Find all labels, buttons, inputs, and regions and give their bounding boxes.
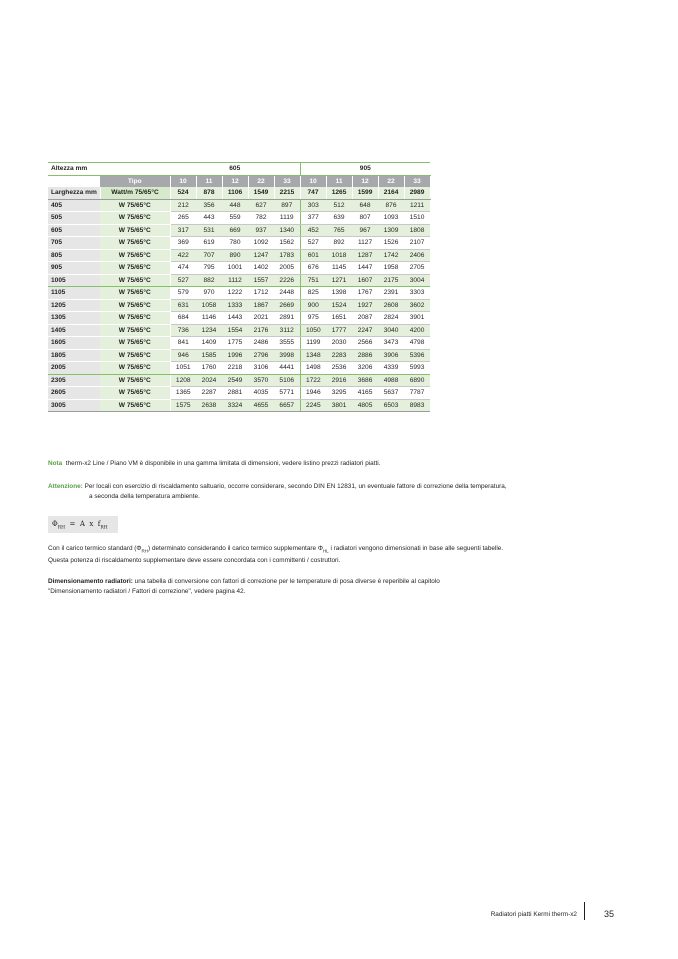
para1-sub1: RH [141, 548, 149, 554]
output-value-cell: 1712 [248, 287, 274, 300]
output-value-cell: 4165 [352, 387, 378, 400]
output-value-cell: 2024 [196, 374, 222, 387]
output-value-cell: 369 [170, 237, 196, 250]
row-width-cell: 1405 [48, 324, 100, 337]
output-value-cell: 2566 [352, 337, 378, 350]
output-value-cell: 890 [222, 249, 248, 262]
output-value-cell: 1208 [170, 374, 196, 387]
output-value-cell: 1365 [170, 387, 196, 400]
watt-per-meter-row [48, 187, 430, 199]
output-value-cell: 579 [170, 287, 196, 300]
output-value-cell: 512 [326, 199, 352, 212]
output-value-cell: 303 [300, 199, 326, 212]
row-unit-cell: W 75/65°C [100, 337, 170, 350]
output-value-cell: 1510 [404, 212, 430, 225]
output-value-cell: 780 [222, 237, 248, 250]
output-value-cell: 619 [196, 237, 222, 250]
formula-phi: Φ [52, 520, 58, 528]
output-value-cell: 1247 [248, 249, 274, 262]
output-value-cell: 807 [352, 212, 378, 225]
output-value-cell: 1058 [196, 299, 222, 312]
output-value-cell: 5396 [404, 349, 430, 362]
table-row [48, 249, 430, 262]
output-value-cell: 3801 [326, 399, 352, 412]
output-value-cell: 6890 [404, 374, 430, 387]
output-value-cell: 970 [196, 287, 222, 300]
output-value-cell: 5106 [274, 374, 300, 387]
output-value-cell: 2549 [222, 374, 248, 387]
formula-equals: = [69, 520, 76, 528]
row-width-cell: 1605 [48, 337, 100, 350]
output-value-cell: 975 [300, 312, 326, 325]
row-unit-cell: W 75/65°C [100, 362, 170, 375]
output-value-cell: 317 [170, 224, 196, 237]
output-value-cell: 3040 [378, 324, 404, 337]
table-row [48, 362, 430, 375]
output-value-cell: 1585 [196, 349, 222, 362]
output-value-cell: 2030 [326, 337, 352, 350]
output-value-cell: 2916 [326, 374, 352, 387]
output-value-cell: 1199 [300, 337, 326, 350]
output-value-cell: 4200 [404, 324, 430, 337]
output-value-cell: 4798 [404, 337, 430, 350]
para1-sub2: HL [322, 548, 329, 554]
table-row [48, 199, 430, 212]
output-value-cell: 1112 [222, 274, 248, 287]
table-row [48, 337, 430, 350]
output-value-cell: 3295 [326, 387, 352, 400]
output-value-cell: 2406 [404, 249, 430, 262]
output-value-cell: 601 [300, 249, 326, 262]
row-width-cell: 2605 [48, 387, 100, 400]
output-value-cell: 3106 [248, 362, 274, 375]
height-header-row [48, 163, 430, 176]
output-value-cell: 1767 [352, 287, 378, 300]
dimensionamento-paragraph [48, 577, 608, 597]
height-group-605: 605 [170, 163, 300, 176]
output-value-cell: 1742 [378, 249, 404, 262]
output-value-cell: 795 [196, 262, 222, 275]
output-value-cell: 900 [300, 299, 326, 312]
watt-value-cell: 1106 [222, 187, 248, 199]
row-unit-cell: W 75/65°C [100, 199, 170, 212]
watt-value-cell: 878 [196, 187, 222, 199]
output-value-cell: 1001 [222, 262, 248, 275]
row-width-cell: 605 [48, 224, 100, 237]
nota-text: therm-x2 Line / Piano VM è disponibile in una gamma limitata di dimensioni, vedere listino prezzi radiatori piatti. [65, 460, 381, 467]
output-value-cell: 4441 [274, 362, 300, 375]
larghezza-label: Larghezza mm [48, 187, 100, 199]
output-value-cell: 1409 [196, 337, 222, 350]
watt-value-cell: 524 [170, 187, 196, 199]
type-header-cell: 22 [378, 175, 404, 187]
output-value-cell: 212 [170, 199, 196, 212]
output-value-cell: 3998 [274, 349, 300, 362]
row-unit-cell: W 75/65°C [100, 399, 170, 412]
watt-value-cell: 1549 [248, 187, 274, 199]
row-unit-cell: W 75/65°C [100, 249, 170, 262]
output-value-cell: 2638 [196, 399, 222, 412]
output-value-cell: 3206 [352, 362, 378, 375]
output-value-cell: 1526 [378, 237, 404, 250]
watt-unit: Watt/m 75/65°C [100, 187, 170, 199]
output-value-cell: 1127 [352, 237, 378, 250]
row-unit-cell: W 75/65°C [100, 262, 170, 275]
output-value-cell: 1271 [326, 274, 352, 287]
output-value-cell: 5993 [404, 362, 430, 375]
output-value-cell: 1234 [196, 324, 222, 337]
watt-value-cell: 1265 [326, 187, 352, 199]
row-width-cell: 1005 [48, 274, 100, 287]
attenzione-label: Attenzione: [48, 483, 83, 490]
formula-box [48, 516, 118, 533]
output-value-cell: 2886 [352, 349, 378, 362]
output-value-cell: 1927 [352, 299, 378, 312]
table-row [48, 374, 430, 387]
output-value-cell: 3570 [248, 374, 274, 387]
row-unit-cell: W 75/65°C [100, 387, 170, 400]
output-value-cell: 2881 [222, 387, 248, 400]
row-width-cell: 1105 [48, 287, 100, 300]
table-row [48, 212, 430, 225]
formula-sub-rh: RH [57, 525, 66, 531]
output-value-cell: 474 [170, 262, 196, 275]
para1-part2: ) determinato considerando il carico termico supplementare Φ [148, 545, 323, 552]
output-value-cell: 1092 [248, 237, 274, 250]
table-row [48, 287, 430, 300]
formula-times: x [89, 520, 94, 528]
row-width-cell: 905 [48, 262, 100, 275]
output-value-cell: 1760 [196, 362, 222, 375]
output-value-cell: 765 [326, 224, 352, 237]
nota-label: Nota [48, 460, 63, 467]
output-value-cell: 3324 [222, 399, 248, 412]
row-width-cell: 2305 [48, 374, 100, 387]
output-value-cell: 897 [274, 199, 300, 212]
watt-value-cell: 747 [300, 187, 326, 199]
output-value-cell: 2287 [196, 387, 222, 400]
output-value-cell: 4035 [248, 387, 274, 400]
output-value-cell: 2536 [326, 362, 352, 375]
formula-a: A [79, 520, 85, 528]
para1-part1: Con il carico termico standard (Φ [48, 545, 142, 552]
output-value-cell: 676 [300, 262, 326, 275]
para2-text: una tabella di conversione con fattori di correzione per le temperature di posa diverse è reperibile al capitolo [132, 578, 440, 585]
output-value-cell: 3112 [274, 324, 300, 337]
row-width-cell: 1305 [48, 312, 100, 325]
output-value-cell: 1554 [222, 324, 248, 337]
output-value-cell: 631 [170, 299, 196, 312]
row-width-cell: 1805 [48, 349, 100, 362]
output-value-cell: 2796 [248, 349, 274, 362]
output-value-cell: 3303 [404, 287, 430, 300]
para1-line2: Questa potenza di riscaldamento supplementare deve essere concordata con i committenti / costruttori. [48, 557, 341, 565]
output-value-cell: 1996 [222, 349, 248, 362]
output-value-cell: 2486 [248, 337, 274, 350]
output-value-cell: 1402 [248, 262, 274, 275]
output-value-cell: 3901 [404, 312, 430, 325]
output-value-cell: 684 [170, 312, 196, 325]
table-row [48, 299, 430, 312]
output-value-cell: 639 [326, 212, 352, 225]
output-value-cell: 736 [170, 324, 196, 337]
row-unit-cell: W 75/65°C [100, 299, 170, 312]
row-unit-cell: W 75/65°C [100, 274, 170, 287]
altezza-label: Altezza mm [48, 163, 170, 176]
output-value-cell: 1333 [222, 299, 248, 312]
attenzione-text-1: Per locali con esercizio di riscaldamento saltuario, occorre considerare, secondo DIN EN 12831, un eventuale fattore di correzione della temperatura, [84, 483, 507, 490]
output-value-cell: 1575 [170, 399, 196, 412]
attenzione-block [48, 482, 588, 502]
output-value-cell: 2283 [326, 349, 352, 362]
output-value-cell: 1498 [300, 362, 326, 375]
output-value-cell: 841 [170, 337, 196, 350]
output-value-cell: 3602 [404, 299, 430, 312]
output-value-cell: 1146 [196, 312, 222, 325]
output-value-cell: 2021 [248, 312, 274, 325]
output-value-cell: 2245 [300, 399, 326, 412]
output-value-cell: 707 [196, 249, 222, 262]
table-row [48, 312, 430, 325]
watt-value-cell: 2164 [378, 187, 404, 199]
output-value-cell: 1145 [326, 262, 352, 275]
output-value-cell: 1211 [404, 199, 430, 212]
output-value-cell: 2247 [352, 324, 378, 337]
output-value-cell: 5771 [274, 387, 300, 400]
output-value-cell: 1309 [378, 224, 404, 237]
output-value-cell: 782 [248, 212, 274, 225]
output-value-cell: 6657 [274, 399, 300, 412]
output-value-cell: 2005 [274, 262, 300, 275]
row-unit-cell: W 75/65°C [100, 224, 170, 237]
output-value-cell: 1340 [274, 224, 300, 237]
attenzione-text-2: a seconda della temperatura ambiente. [89, 493, 200, 500]
row-unit-cell: W 75/65°C [100, 349, 170, 362]
footer-title: Radiatori piatti Kermi therm-x2 [490, 911, 577, 918]
output-value-cell: 4655 [248, 399, 274, 412]
watt-value-cell: 2215 [274, 187, 300, 199]
type-header-cell: 11 [196, 175, 222, 187]
table-row [48, 224, 430, 237]
output-value-cell: 627 [248, 199, 274, 212]
output-value-cell: 2669 [274, 299, 300, 312]
row-unit-cell: W 75/65°C [100, 237, 170, 250]
output-value-cell: 5637 [378, 387, 404, 400]
output-value-cell: 2175 [378, 274, 404, 287]
output-value-cell: 4988 [378, 374, 404, 387]
row-width-cell: 2005 [48, 362, 100, 375]
output-value-cell: 6503 [378, 399, 404, 412]
output-value-cell: 1443 [222, 312, 248, 325]
tipo-label: Tipo [100, 175, 170, 187]
row-unit-cell: W 75/65°C [100, 312, 170, 325]
output-value-cell: 531 [196, 224, 222, 237]
output-value-cell: 1051 [170, 362, 196, 375]
row-unit-cell: W 75/65°C [100, 374, 170, 387]
watt-value-cell: 2989 [404, 187, 430, 199]
row-unit-cell: W 75/65°C [100, 324, 170, 337]
output-value-cell: 1093 [378, 212, 404, 225]
output-value-cell: 527 [170, 274, 196, 287]
output-value-cell: 892 [326, 237, 352, 250]
output-value-cell: 1557 [248, 274, 274, 287]
table-row [48, 349, 430, 362]
row-unit-cell: W 75/65°C [100, 212, 170, 225]
output-value-cell: 2176 [248, 324, 274, 337]
table-row [48, 262, 430, 275]
para2-line2: "Dimensionamento radiatori / Fattori di correzione", vedere pagina 42. [48, 588, 246, 595]
type-header-cell: 10 [170, 175, 196, 187]
output-value-cell: 2891 [274, 312, 300, 325]
output-value-cell: 1958 [378, 262, 404, 275]
row-width-cell: 405 [48, 199, 100, 212]
output-value-cell: 1524 [326, 299, 352, 312]
type-header-cell: 12 [222, 175, 248, 187]
output-value-cell: 3473 [378, 337, 404, 350]
output-value-cell: 559 [222, 212, 248, 225]
output-value-cell: 825 [300, 287, 326, 300]
type-header-cell: 10 [300, 175, 326, 187]
output-value-cell: 356 [196, 199, 222, 212]
output-value-cell: 422 [170, 249, 196, 262]
output-value-cell: 967 [352, 224, 378, 237]
page-number: 35 [604, 909, 615, 919]
output-value-cell: 1607 [352, 274, 378, 287]
formula-sub-rh2: RH [100, 525, 108, 531]
output-value-cell: 3555 [274, 337, 300, 350]
output-value-cell: 1447 [352, 262, 378, 275]
type-header-cell: 33 [274, 175, 300, 187]
output-value-cell: 2107 [404, 237, 430, 250]
output-value-cell: 1562 [274, 237, 300, 250]
table-row [48, 274, 430, 287]
type-header-cell: 12 [352, 175, 378, 187]
output-value-cell: 876 [378, 199, 404, 212]
para2-bold: Dimensionamento radiatori: [48, 578, 133, 585]
output-value-cell: 3004 [404, 274, 430, 287]
output-value-cell: 2218 [222, 362, 248, 375]
output-value-cell: 1808 [404, 224, 430, 237]
row-width-cell: 805 [48, 249, 100, 262]
output-value-cell: 937 [248, 224, 274, 237]
output-value-cell: 2608 [378, 299, 404, 312]
formula-f: f [97, 520, 101, 528]
output-value-cell: 2448 [274, 287, 300, 300]
output-value-cell: 2226 [274, 274, 300, 287]
output-value-cell: 946 [170, 349, 196, 362]
output-value-cell: 1722 [300, 374, 326, 387]
output-value-cell: 1783 [274, 249, 300, 262]
output-value-cell: 1348 [300, 349, 326, 362]
type-header-cell: 33 [404, 175, 430, 187]
output-value-cell: 751 [300, 274, 326, 287]
table-row [48, 399, 430, 412]
empty-cell [48, 175, 100, 187]
output-value-cell: 443 [196, 212, 222, 225]
table-row [48, 237, 430, 250]
table-row [48, 387, 430, 400]
output-value-cell: 1222 [222, 287, 248, 300]
type-header-row [48, 175, 430, 187]
output-value-cell: 265 [170, 212, 196, 225]
output-value-cell: 377 [300, 212, 326, 225]
output-value-cell: 1777 [326, 324, 352, 337]
output-value-cell: 452 [300, 224, 326, 237]
output-value-cell: 527 [300, 237, 326, 250]
output-table [48, 162, 430, 412]
output-value-cell: 2824 [378, 312, 404, 325]
output-value-cell: 448 [222, 199, 248, 212]
output-value-cell: 2087 [352, 312, 378, 325]
output-value-cell: 4339 [378, 362, 404, 375]
type-header-cell: 22 [248, 175, 274, 187]
output-value-cell: 1946 [300, 387, 326, 400]
output-value-cell: 648 [352, 199, 378, 212]
carico-termico-paragraph [48, 544, 608, 566]
watt-value-cell: 1599 [352, 187, 378, 199]
output-value-cell: 1651 [326, 312, 352, 325]
output-value-cell: 882 [196, 274, 222, 287]
output-value-cell: 8983 [404, 399, 430, 412]
output-value-cell: 7787 [404, 387, 430, 400]
output-value-cell: 1867 [248, 299, 274, 312]
output-value-cell: 2391 [378, 287, 404, 300]
note-block [48, 459, 380, 469]
output-value-cell: 1775 [222, 337, 248, 350]
output-value-cell: 3686 [352, 374, 378, 387]
output-value-cell: 1287 [352, 249, 378, 262]
footer-divider [584, 902, 585, 920]
output-value-cell: 669 [222, 224, 248, 237]
row-width-cell: 3005 [48, 399, 100, 412]
output-value-cell: 1018 [326, 249, 352, 262]
output-value-cell: 1050 [300, 324, 326, 337]
row-width-cell: 1205 [48, 299, 100, 312]
output-value-cell: 3906 [378, 349, 404, 362]
output-value-cell: 1119 [274, 212, 300, 225]
type-header-cell: 11 [326, 175, 352, 187]
output-value-cell: 1398 [326, 287, 352, 300]
row-unit-cell: W 75/65°C [100, 287, 170, 300]
height-group-905: 905 [300, 163, 430, 176]
output-value-cell: 4805 [352, 399, 378, 412]
row-width-cell: 705 [48, 237, 100, 250]
row-width-cell: 505 [48, 212, 100, 225]
para1-part3: i radiatori vengono dimensionati in base alle seguenti tabelle. [328, 545, 504, 552]
output-value-cell: 2705 [404, 262, 430, 275]
table-row [48, 324, 430, 337]
